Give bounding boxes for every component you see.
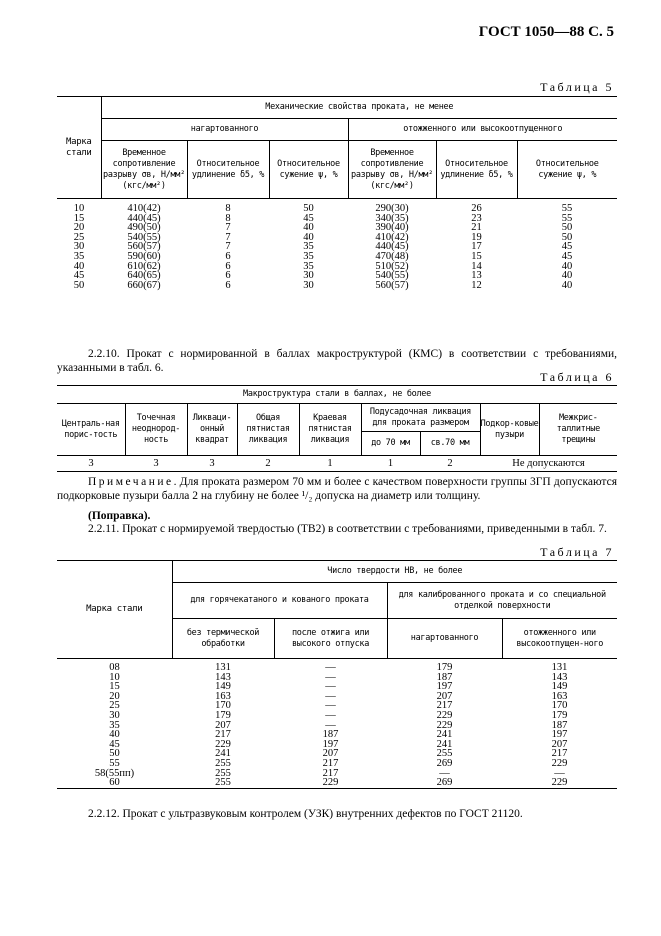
table7-cell: 229 xyxy=(274,778,387,788)
table6-cell: 3 xyxy=(125,456,187,472)
table5-cell: 290(30) xyxy=(375,203,409,214)
table6-cell: 1 xyxy=(361,456,420,472)
table5-cell: 540(55) xyxy=(127,231,161,243)
table5-cell: 560(57) xyxy=(375,279,409,291)
table7-cell: 187 xyxy=(436,671,453,683)
table7-row xyxy=(57,692,617,702)
table7-cell: 143 xyxy=(551,671,568,683)
table7-row xyxy=(57,682,617,692)
table7-cell: — xyxy=(325,681,336,693)
table5-row xyxy=(57,281,617,291)
table5-cell: 440(45) xyxy=(127,212,161,224)
table5-cell: 40 xyxy=(561,279,573,291)
table7-cell: 179 xyxy=(551,709,568,721)
table7-cell: 197 xyxy=(322,738,339,750)
table5-cell: 560(57) xyxy=(127,241,161,253)
table5-cell: 610(62) xyxy=(127,260,161,272)
table7-h1: без термической обработки xyxy=(172,619,274,659)
table6-cell: 1 xyxy=(299,456,361,472)
table6-h7: Подкор-ковые пузыри xyxy=(480,404,539,456)
table5-cell: 30 xyxy=(303,270,314,282)
table5 xyxy=(57,96,617,290)
table7-cell: 241 xyxy=(436,729,453,741)
table7-cell: 170 xyxy=(215,700,231,712)
table7-cell: 255 xyxy=(172,778,274,788)
table5-col-grade: Марка стали xyxy=(57,97,101,199)
table7-cell: 217 xyxy=(551,748,568,760)
table7-cell: 269 xyxy=(387,778,502,788)
table7-cell: — xyxy=(325,662,336,673)
table6-caption: Таблица 6 xyxy=(540,370,614,384)
table5-cell: 6 xyxy=(225,260,231,272)
table7-row xyxy=(57,673,617,683)
table7-row xyxy=(57,778,617,788)
table7-caption: Таблица 7 xyxy=(540,545,614,559)
table5-cell: 25 xyxy=(73,231,85,243)
table5-cell: 6 xyxy=(225,279,231,291)
table5-cell: 7 xyxy=(225,231,231,243)
table5-group-title: Механические свойства проката, не менее xyxy=(101,97,617,119)
table7-cell: 241 xyxy=(215,748,231,760)
table5-cell: 7 xyxy=(225,241,231,253)
table6-cell: 2 xyxy=(420,456,480,472)
table7-cell: 255 xyxy=(215,767,231,779)
table7-cell: 60 xyxy=(57,778,172,788)
table5-cell: 340(35) xyxy=(375,212,409,224)
table5-cell: 30 xyxy=(73,241,85,253)
table7-cell: 229 xyxy=(502,778,617,788)
table7-cell: 40 xyxy=(109,729,120,741)
table5-cell: 30 xyxy=(303,279,314,291)
page-header: ГОСТ 1050—88 С. 5 xyxy=(478,24,614,40)
table7-cell: 163 xyxy=(215,690,231,702)
table5-cell: 23 xyxy=(471,212,482,224)
table7-cell: 149 xyxy=(551,681,568,693)
table7-cell: 170 xyxy=(551,700,568,712)
table5-cell: 55 xyxy=(561,212,573,224)
table7-cell: 30 xyxy=(109,709,120,721)
table5-cell: 590(60) xyxy=(127,250,161,262)
table7-cell: 207 xyxy=(551,738,568,750)
table6-h3: Ликваци-онный квадрат xyxy=(187,404,237,456)
table5-cell: 640(65) xyxy=(127,270,161,282)
table7-group-title: Число твердости НВ, не более xyxy=(172,561,617,583)
table5-cell: 50 xyxy=(561,231,573,243)
table5-cell: 13 xyxy=(471,270,482,282)
table5-caption: Таблица 5 xyxy=(540,80,614,94)
table5-cell: 35 xyxy=(73,250,85,262)
table7-cell: 229 xyxy=(436,709,453,721)
table5-cell: 45 xyxy=(73,270,85,282)
table7-cell: 58(55пп) xyxy=(94,767,135,779)
table5-cell: 50 xyxy=(303,203,314,214)
table7-cell: 197 xyxy=(551,729,568,741)
table5-cell: 14 xyxy=(471,260,482,272)
table7-cell: 15 xyxy=(109,681,120,693)
table6-h6a: до 70 мм xyxy=(361,432,420,456)
table7-h3: нагартованного xyxy=(387,619,502,659)
paragraph-2-2-10: 2.2.10. Прокат с нормированной в баллах макроструктурой (КМС) в соответствии с требованиями, указанными в табл. 6. xyxy=(57,348,617,374)
table7-cell: 45 xyxy=(109,738,120,750)
table7-cell: 217 xyxy=(436,700,453,712)
table5-cell: 50 xyxy=(561,222,573,234)
table7-cell: 179 xyxy=(215,709,231,721)
table7-cell: 08 xyxy=(109,662,120,673)
table7-cell: 20 xyxy=(109,690,120,702)
table5-cell: 17 xyxy=(471,241,482,253)
table5-cell: 40 xyxy=(303,231,314,243)
table5-cell: 410(42) xyxy=(375,231,409,243)
table7-cell: — xyxy=(325,671,336,683)
table7-cell: 143 xyxy=(215,671,231,683)
table7-cell: 207 xyxy=(436,690,453,702)
table7-row xyxy=(57,711,617,721)
table5-cell: 6 xyxy=(225,270,231,282)
table6-h6: Подусадочная ликвация для проката размером xyxy=(361,404,480,432)
table7-h4: отожженного или высокоотпущен-ного xyxy=(502,619,617,659)
table7-cell: — xyxy=(325,719,336,731)
table7-cell: 35 xyxy=(109,719,120,731)
table5-row xyxy=(57,199,617,214)
table7-sub-hot: для горячекатаного и кованого проката xyxy=(172,583,387,619)
table5-cell: 540(55) xyxy=(375,270,409,282)
table7-cell: — xyxy=(439,767,450,779)
table5-cell: 10 xyxy=(73,203,85,214)
table5-cell: 410(42) xyxy=(127,203,161,214)
table6 xyxy=(57,385,617,472)
table6-h6b: св.70 мм xyxy=(420,432,480,456)
table5-cell: 6 xyxy=(225,250,231,262)
table5-cell: 19 xyxy=(471,231,482,243)
table6-group-title: Макроструктура стали в баллах, не более xyxy=(57,386,617,404)
table7-cell: 149 xyxy=(215,681,231,693)
table5-cell: 8 xyxy=(225,203,231,214)
table7-cell: 255 xyxy=(215,757,231,769)
table7 xyxy=(57,560,617,789)
table7-cell: 229 xyxy=(551,757,568,769)
table5-h-tensile-1: Временное сопротивление разрыву σв, Н/мм² (кгс/мм²) xyxy=(101,141,187,199)
table6-cell: Не допускаются xyxy=(480,456,617,472)
table7-cell: 131 xyxy=(215,662,231,673)
table5-cell: 45 xyxy=(561,241,573,253)
table5-cell: 440(45) xyxy=(375,241,409,253)
table5-h-narrow-1: Относительное сужение ψ, % xyxy=(269,141,348,199)
table6-cell: 3 xyxy=(57,456,125,472)
table5-cell: 390(40) xyxy=(375,222,409,234)
table7-cell: 229 xyxy=(436,719,453,731)
paragraph-2-2-11: 2.2.11. Прокат с нормируемой твердостью (ТВ2) в соответствии с требованиями, приведенными в табл. 7. xyxy=(88,523,607,535)
table7-cell: 217 xyxy=(215,729,231,741)
table5-sub-cold: нагартованного xyxy=(101,119,348,141)
table7-cell: 10 xyxy=(109,671,120,683)
table7-cell: 163 xyxy=(551,690,568,702)
table5-cell: 470(48) xyxy=(375,250,409,262)
note-text: . Для проката размером 70 мм и более с качеством поверхности группы 3ГП допускаются подкорковые пузыри балла 2 на глубину не более ¹/₂ допуска на диаметр или толщину. xyxy=(57,476,617,502)
table7-cell: 269 xyxy=(436,757,453,769)
table7-cell: — xyxy=(325,709,336,721)
table6-h4: Общая пятнистая ликвация xyxy=(237,404,299,456)
table7-row xyxy=(57,701,617,711)
paragraph-2-2-12: 2.2.12. Прокат с ультразвуковым контролем (УЗК) внутренних дефектов по ГОСТ 21120. xyxy=(88,808,523,820)
table7-cell: — xyxy=(325,700,336,712)
table7-h2: после отжига или высокого отпуска xyxy=(274,619,387,659)
table5-cell: 7 xyxy=(225,222,231,234)
table5-cell: 8 xyxy=(225,212,231,224)
table7-cell: 187 xyxy=(322,729,339,741)
table5-cell: 660(67) xyxy=(127,279,161,291)
table6-cell: 2 xyxy=(237,456,299,472)
table7-row xyxy=(57,659,617,673)
table5-cell: 35 xyxy=(303,241,314,253)
table5-cell: 40 xyxy=(561,270,573,282)
table5-cell: 15 xyxy=(471,250,482,262)
table5-cell: 510(52) xyxy=(375,260,409,272)
table5-cell: 35 xyxy=(303,260,314,272)
table5-cell: 26 xyxy=(471,203,482,214)
table5-cell: 40 xyxy=(303,222,314,234)
table5-cell: 21 xyxy=(471,222,482,234)
table7-cell: 217 xyxy=(322,757,339,769)
note xyxy=(57,475,617,503)
table7-sub-calibrated: для калиброванного проката и со специальной отделкой поверхности xyxy=(387,583,617,619)
table5-cell: 40 xyxy=(73,260,85,272)
table5-cell: 50 xyxy=(73,279,85,291)
table6-h8: Межкрис-таллитные трещины xyxy=(539,404,617,456)
table6-h2: Точечная неоднород-ность xyxy=(125,404,187,456)
table7-cell: 55 xyxy=(109,757,120,769)
table5-cell: 20 xyxy=(73,222,85,234)
table7-cell: 207 xyxy=(215,719,231,731)
table7-cell: 50 xyxy=(109,748,120,760)
table5-h-elong-2: Относительное удлинение δ5, % xyxy=(436,141,517,199)
correction: (Поправка). xyxy=(88,510,151,522)
table5-h-narrow-2: Относительное сужение ψ, % xyxy=(517,141,617,199)
table7-cell: — xyxy=(325,690,336,702)
note-label: Примечание xyxy=(88,476,174,488)
table7-cell: 179 xyxy=(436,662,453,673)
table7-cell: 217 xyxy=(322,767,339,779)
table5-cell: 15 xyxy=(73,212,85,224)
table7-cell: 25 xyxy=(109,700,120,712)
table7-cell: 241 xyxy=(436,738,453,750)
table7-cell: 229 xyxy=(215,738,231,750)
table5-cell: 45 xyxy=(561,250,573,262)
table6-h1: Централь-ная порис-тость xyxy=(57,404,125,456)
table7-cell: 255 xyxy=(436,748,453,760)
table7-cell: — xyxy=(554,767,565,779)
table7-cell: 207 xyxy=(322,748,339,760)
table6-cell: 3 xyxy=(187,456,237,472)
table5-cell: 12 xyxy=(471,279,482,291)
table5-cell: 40 xyxy=(561,260,573,272)
table5-sub-annealed: отожженного или высокоотпущенного xyxy=(348,119,617,141)
table5-h-elong-1: Относительное удлинение δ5, % xyxy=(187,141,269,199)
table7-cell: 131 xyxy=(551,662,568,673)
table7-cell: 197 xyxy=(436,681,453,693)
table7-col-grade: Марка стали xyxy=(57,561,172,659)
table5-cell: 35 xyxy=(303,250,314,262)
table5-cell: 55 xyxy=(561,203,573,214)
table6-h5: Краевая пятнистая ликвация xyxy=(299,404,361,456)
table5-h-tensile-2: Временное сопротивление разрыву σв, Н/мм² (кгс/мм²) xyxy=(348,141,436,199)
table7-cell: 187 xyxy=(551,719,568,731)
table5-cell: 45 xyxy=(303,212,314,224)
table5-cell: 490(50) xyxy=(127,222,161,234)
